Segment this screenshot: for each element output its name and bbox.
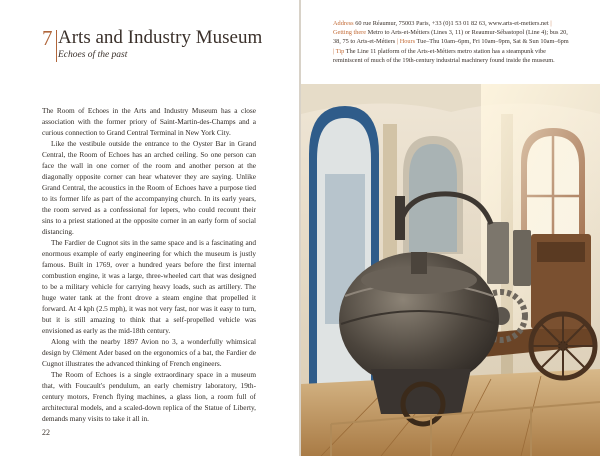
- address-value: 60 rue Réaumur, 75003 Paris, +33 (0)1 53 01 82 63, www.arts-et-metiers.net: [355, 20, 549, 27]
- page-number: 22: [42, 428, 50, 437]
- hours-value: Tue–Thu 10am–6pm, Fri 10am–9pm, Sat & Sun 10am–6pm: [416, 38, 569, 46]
- tip-label: Tip: [335, 47, 345, 55]
- getting-there-label: Getting there: [333, 29, 367, 37]
- separator: |: [396, 38, 399, 46]
- body-text: [42, 105, 256, 424]
- paragraph: Like the vestibule outside the entrance to the Oyster Bar in Grand Central, the Room of Echoes has an arched ceiling. So one person can face the wall in one corner of the room and another person at the diagonally opposite corner can hear whatever they are saying. Unlike Grand Central, the acoustics in the Room of Echoes have a purpose tied to its former life as part of the accompanying church. In its early years, the room served as a confessional for lepers, who could recount their sins to a priest stationed at the opposite corner in an early form of social distancing.: [42, 139, 256, 236]
- chapter-subtitle: Echoes of the past: [58, 50, 128, 60]
- separator: |: [550, 20, 552, 27]
- separator: |: [333, 47, 335, 55]
- address-label: Address: [333, 20, 354, 27]
- hours-label: Hours: [399, 38, 416, 46]
- paragraph: Along with the nearby 1897 Avion no 3, a wonderfully whimsical design by Clément Ader based on the ergonomics of a bat, the Fardier de Cugnot illustrates the advanced thinking of French engineers.: [42, 337, 256, 368]
- getting-there-value: Metro to Arts-et-Métiers (Lines 3, 11) or Reaumur-Sébastopol (Line 4); bus 20, 38, 75 to Arts-et-Métiers: [333, 29, 568, 46]
- chapter-number: 7: [42, 26, 53, 50]
- visitor-info: [333, 19, 571, 65]
- paragraph: The Room of Echoes is a single extraordinary space in a museum that, with Foucault's pendulum, an early chemistry laboratory, 19th-century motors, French flying machines, a glass lion, a room full of architectural models, and a scaled-down replica of the Statue of Liberty, demands many visits to take it all in.: [42, 370, 256, 423]
- right-page: [301, 0, 600, 456]
- tip-value: The Line 11 platform of the Arts-et-Métiers metro station has a steampunk vibe reminiscent of much of the 19th-century industrial machinery found inside the museum.: [333, 47, 555, 64]
- paragraph: The Fardier de Cugnot sits in the same space and is a fascinating and enormous example of early engineering for which the museum is justly famous. Built in 1769, over a hundred years before the first internal combustion engine, it was a large, three-wheeled cart that was designed to be a military vehicle for carrying heavy loads, such as artillery. The huge water tank at the front drove a steam engine that propelled it forward. At 4 kph (2.5 mph), it was not very fast, nor was it easy to turn, but it is still amazing to think that a self-propelled vehicle was envisioned as early as the mid-18th century.: [42, 238, 256, 335]
- chapter-title: Arts and Industry Museum: [58, 27, 263, 48]
- paragraph: The Room of Echoes in the Arts and Industry Museum has a close association with the former priory of Saint-Martin-des-Champs and a curious connection to Grand Central Terminal in New York City.: [42, 106, 256, 137]
- chapter-divider: [56, 30, 57, 62]
- museum-photo: [301, 84, 600, 456]
